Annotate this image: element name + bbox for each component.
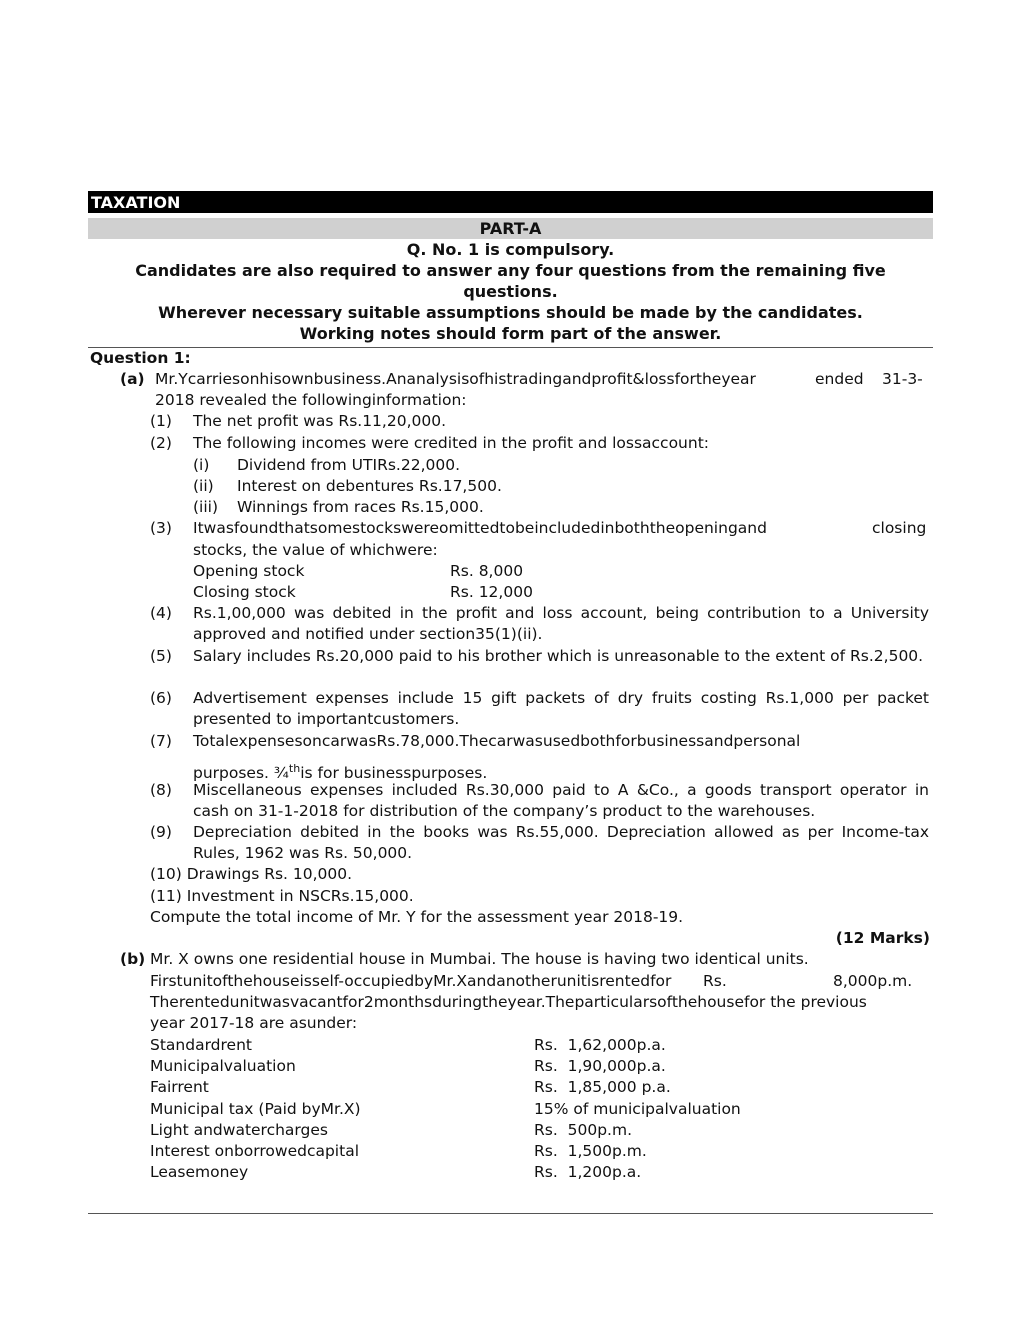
- stock-value: Rs. 12,000: [450, 583, 533, 601]
- part-a-label: (a): [120, 370, 145, 388]
- particular-value: Rs. 500p.m.: [534, 1121, 633, 1139]
- part-a-intro-date: 31-3-: [882, 370, 923, 388]
- item-text: TotalexpensesoncarwasRs.78,000.Thecarwasusedbothforbusinessandpersonal: [193, 732, 801, 750]
- stock-value: Rs. 8,000: [450, 562, 524, 580]
- item-text: Advertisement expenses include 15 gift packets of dry fruits costing Rs.1,000 per packet presented to importantcustomers.: [193, 689, 929, 728]
- item-text-end: closing: [872, 519, 927, 537]
- item-number: (8): [150, 781, 172, 799]
- subitem-number: (ii): [193, 477, 214, 495]
- subitem-number: (iii): [193, 498, 219, 516]
- particular-label: Standardrent: [150, 1036, 252, 1054]
- instruction-line: questions.: [463, 282, 558, 301]
- item-number: (7): [150, 732, 172, 750]
- part-a-intro: Mr.Ycarriesonhisownbusiness.Ananalysisofhistradingandprofit&lossfortheyear: [155, 370, 756, 388]
- instruction-line: Candidates are also required to answer any four questions from the remaining five: [135, 261, 886, 280]
- part-b-line: Mr. X owns one residential house in Mumbai. The house is having two identical units.: [150, 950, 809, 968]
- part-b-line: Firstunitofthehouseisself-occupiedbyMr.Xandanotherunitisrentedfor: [150, 972, 672, 990]
- subitem-text: Winnings from races Rs.15,000.: [237, 498, 484, 516]
- part-b-line-rs: Rs.: [703, 972, 727, 990]
- subject-title: TAXATION: [91, 193, 181, 212]
- instruction-line: Working notes should form part of the answer.: [299, 324, 722, 343]
- item-text: Depreciation debited in the books was Rs.55,000. Depreciation allowed as per Income-tax Rules, 1962 was Rs. 50,000.: [193, 823, 929, 862]
- item-number: (5): [150, 647, 172, 665]
- divider-bottom: [88, 1213, 933, 1214]
- item-number: (1): [150, 412, 172, 430]
- part-title: PART-A: [479, 219, 542, 238]
- item-text: (10) Drawings Rs. 10,000.: [150, 865, 353, 883]
- stock-label: Opening stock: [193, 562, 305, 580]
- instruction-line: Q. No. 1 is compulsory.: [406, 240, 615, 259]
- particular-value: Rs. 1,85,000 p.a.: [534, 1078, 671, 1096]
- part-a-intro-ended: ended: [815, 370, 864, 388]
- item-text: Rs.1,00,000 was debited in the profit and loss account, being contribution to a University approved and notified under section35(1)(ii).: [193, 604, 929, 643]
- item-number: (2): [150, 434, 172, 452]
- part-b-line: year 2017-18 are asunder:: [150, 1014, 358, 1032]
- subitem-number: (i): [193, 456, 210, 474]
- particular-value: Rs. 1,500p.m.: [534, 1142, 647, 1160]
- stock-label: Closing stock: [193, 583, 296, 601]
- fraction-text: purposes. ¾: [193, 764, 289, 783]
- item-text: The net profit was Rs.11,20,000.: [193, 412, 447, 430]
- item-text: Miscellaneous expenses included Rs.30,000 paid to A &Co., a goods transport operator in cash on 31-1-2018 for distribution of the company’s product to the warehouses.: [193, 781, 929, 820]
- superscript-th: th: [288, 762, 301, 775]
- item-number: (6): [150, 689, 172, 707]
- particular-label: Light andwatercharges: [150, 1121, 328, 1139]
- instructions: [88, 239, 933, 344]
- part-b-label: (b): [120, 950, 146, 968]
- particular-label: Municipalvaluation: [150, 1057, 296, 1075]
- subject-title-bar: [88, 191, 933, 213]
- part-a-intro-cont: 2018 revealed the followinginformation:: [155, 391, 467, 409]
- item-text: The following incomes were credited in the profit and lossaccount:: [193, 434, 710, 452]
- part-b-line: Therentedunitwasvacantfor2monthsduringtheyear.Theparticularsofthehousefor the previous: [150, 993, 867, 1011]
- compute-instruction: Compute the total income of Mr. Y for the assessment year 2018-19.: [150, 908, 684, 926]
- particular-value: 15% of municipalvaluation: [534, 1100, 741, 1118]
- part-b-line-end: 8,000p.m.: [833, 972, 913, 990]
- item-number: (4): [150, 604, 172, 622]
- divider-top: [88, 347, 933, 348]
- subitem-text: Interest on debentures Rs.17,500.: [237, 477, 502, 495]
- particular-label: Fairrent: [150, 1078, 209, 1096]
- item-text: Salary includes Rs.20,000 paid to his brother which is unreasonable to the extent of Rs.2,500.: [193, 647, 924, 665]
- particular-label: Interest onborrowedcapital: [150, 1142, 360, 1160]
- instruction-line: Wherever necessary suitable assumptions should be made by the candidates.: [158, 303, 863, 322]
- subitem-text: Dividend from UTIRs.22,000.: [237, 456, 461, 474]
- particular-value: Rs. 1,62,000p.a.: [534, 1036, 666, 1054]
- item-text: (11) Investment in NSCRs.15,000.: [150, 887, 414, 905]
- particular-value: Rs. 1,200p.a.: [534, 1163, 642, 1181]
- particular-label: Leasemoney: [150, 1163, 249, 1181]
- item-number: (3): [150, 519, 172, 537]
- item-text-tail: is for businesspurposes.: [300, 764, 488, 783]
- marks: (12 Marks): [835, 929, 930, 947]
- question-title: Question 1:: [90, 349, 191, 367]
- item-text: Itwasfoundthatsomestockswereomittedtobeincludedinboththeopeningand: [193, 519, 767, 537]
- part-title-bar: [88, 218, 933, 239]
- item-text-cont: stocks, the value of whichwere:: [193, 541, 438, 559]
- particular-label: Municipal tax (Paid byMr.X): [150, 1100, 361, 1118]
- item-number: (9): [150, 823, 172, 841]
- particular-value: Rs. 1,90,000p.a.: [534, 1057, 666, 1075]
